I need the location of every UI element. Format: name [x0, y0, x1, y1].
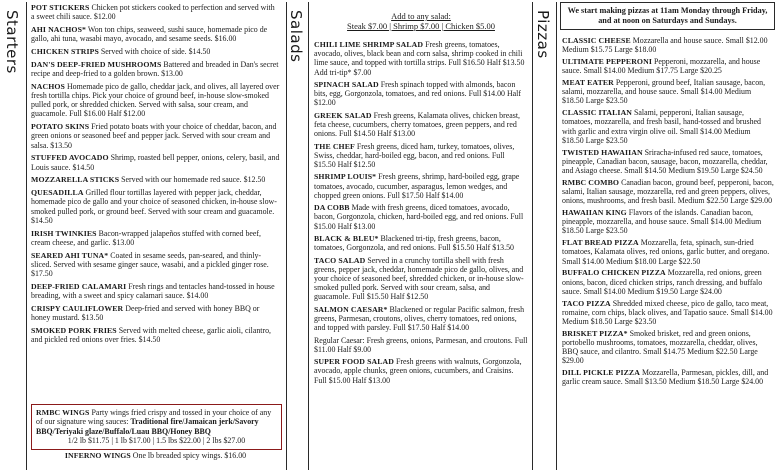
starters-item-desc: Bacon-wrapped jalapeños stuffed with corned beef, cream cheese, and garlic. — [31, 228, 262, 247]
salads-item — [314, 336, 528, 354]
salads-item-desc: Served in a crunchy tortilla shell with fresh greens, pepper jack, cheddar, homemade pico de gallo, olives, and your choice of seasoned beef, shredded chicken, or in-house slow-smoked pulled pork. Served with sour cream, salsa, and guacamole. — [314, 255, 524, 302]
starters-item-price: $17.50 — [31, 269, 53, 279]
starters-list — [31, 3, 280, 344]
starters-item-name: STUFFED AVOCADO — [31, 153, 109, 163]
salads-item-price: Full $17.50 Half $14.00 — [387, 190, 464, 200]
pizzas-item-price: Small $14.00 Medium $17.75 Large $20.25 — [583, 66, 722, 76]
salads-item-price: Full $11.00 Half $9.00 — [314, 335, 528, 354]
pizzas-list — [562, 36, 774, 387]
starters-item-desc: Shrimp, roasted bell pepper, onions, celery, basil, and Louis sauce. — [31, 153, 280, 172]
starters-item — [31, 175, 280, 184]
inferno-name: INFERNO WINGS — [64, 451, 131, 460]
salads-list — [314, 40, 528, 385]
starters-item — [31, 229, 280, 247]
salad-addon — [312, 11, 530, 31]
starters-item-name: IRISH TWINKIES — [31, 228, 97, 238]
starters-item-price: $14.00 — [186, 291, 209, 301]
wings-text — [36, 408, 277, 436]
starters-item-price: $12.00 — [93, 12, 116, 22]
starters-item-desc: Served with our homemade red sauce. — [121, 175, 242, 185]
pizzas-item-name: CLASSIC ITALIAN — [562, 108, 633, 118]
salads-item-name: TACO SALAD — [314, 255, 366, 265]
pizzas-item-desc: Pepperoni, ground beef, Italian sausage, bacon, salami, mozzarella, and house sauce. — [562, 78, 766, 97]
starters-item — [31, 60, 280, 78]
starters-column — [31, 3, 280, 472]
divider-salads-right — [308, 2, 309, 470]
starters-item-desc: Fried potato boats with your choice of cheddar, bacon, and green onions or seasoned beef and pepper jack. Served with sour cream and salsa. — [31, 122, 277, 150]
pizzas-item-price: Small $13.50 Medium $18.50 Large $24.00 — [624, 377, 764, 387]
pizzas-item-price: Small $14.50 Medium $19.50 Large $24.50 — [624, 166, 763, 176]
pizzas-item-name: BRISKET PIZZA* — [562, 328, 628, 338]
starters-item-desc: Served with melted cheese, garlic aioli, cilantro, and pickled red onions over fries. — [31, 325, 272, 345]
starters-item — [31, 82, 280, 119]
starters-item-price: $13.50 — [50, 140, 72, 150]
starters-item — [31, 326, 280, 344]
pizzas-item — [562, 57, 774, 75]
starters-item-price: $13.50 — [81, 313, 104, 323]
salads-item-desc: Regular Caesar: Fresh greens, onions, Parmesan, and croutons. — [314, 335, 513, 345]
starters-item-name: DAN'S DEEP-FRIED MUSHROOMS — [31, 59, 162, 69]
pizzas-item-desc: Sriracha-infused red sauce, tomatoes, pineapple, Canadian bacon, sausage, bacon, mozzarella, cheddar, and Asiago cheese. — [562, 147, 768, 176]
salads-item-name: SHRIMP LOUIS* — [314, 172, 377, 182]
divider-pizzas-right — [556, 2, 557, 470]
pizzas-item-name: MEAT EATER — [562, 78, 614, 87]
salads-item-desc: Fresh spinach topped with almonds, bacon bits, egg, Gorgonzola, tomatoes, and red onions. — [314, 80, 516, 99]
divider-salads — [286, 2, 287, 470]
salads-item — [314, 203, 528, 231]
salads-item-desc: Fresh greens, shrimp, hard-boiled egg, grape tomatoes, avocado, cucumber, asparagus, lemon wedges, and chopped green onions. — [314, 172, 520, 200]
salads-title: Salads — [287, 10, 305, 63]
salads-item-price: Full $17.50 Half $14.00 — [393, 323, 470, 333]
starters-item-name: CHICKEN STRIPS — [31, 47, 99, 56]
starters-item-name: AHI NACHOS* — [31, 25, 87, 34]
starters-item-desc: Fresh rings and tentacles hand-tossed in house breading, with a sweet and spicy calamari sauce. — [31, 281, 275, 301]
salads-item — [314, 80, 528, 108]
pizzas-item-price: Small $12.00 Medium $15.75 Large $18.00 — [562, 36, 768, 55]
pizzas-column — [562, 36, 774, 472]
pizzas-item — [562, 208, 774, 236]
salads-item-desc: Fresh greens, Kalamata olives, chicken breast, feta cheese, cucumbers, cherry tomatoes, green peppers, and red onions. — [314, 110, 520, 139]
starters-item-desc: Battered and breaded in Dan's secret recipe and deep-fried to a golden brown. — [31, 59, 279, 78]
pizzas-item — [562, 108, 774, 145]
starters-item-name: SEARED AHI TUNA* — [31, 250, 109, 260]
salads-item-name: SALMON CAESAR* — [314, 304, 388, 314]
pizzas-item-price: Small $14.00 Medium $18.00 Large $22.50 — [562, 256, 701, 266]
starters-item-name: DEEP-FRIED CALAMARI — [31, 281, 127, 291]
salads-item-price: Full $15.00 Half $13.00 — [314, 375, 391, 385]
pizzas-item-desc: Shredded mixed cheese, pico de gallo, taco meat, romaine, corn chips, black olives, and Tapatio sauce. — [562, 298, 769, 317]
salads-item — [314, 111, 528, 139]
pizzas-item-price: Small $14.00 Medium $18.50 Large $23.50 — [562, 307, 773, 327]
salads-item — [314, 357, 528, 385]
pizzas-item — [562, 329, 774, 366]
salad-addon-prices: Steak $7.00 | Shrimp $7.00 | Chicken $5.00 — [347, 21, 495, 31]
pizzas-item — [562, 299, 774, 327]
pizzas-item-desc: Canadian bacon, ground beef, pepperoni, bacon, salami, Italian sausage, mozzarella, red and green peppers, olives, onions, mushrooms, and fresh basil. — [562, 177, 774, 206]
pizzas-item-desc: Mozzarella, Parmesan, pickles, dill, and garlic cream sauce. — [562, 368, 769, 387]
starters-item-name: QUESADILLA — [31, 188, 84, 198]
starters-item — [31, 122, 280, 150]
wings-sauces: Traditional fire/Jamaican jerk/Savory BBQ/Teriyaki glaze/Buffalo/Luau BBQ/Honey BBQ — [36, 417, 259, 436]
pizzas-item — [562, 368, 774, 386]
starters-item-name: CRISPY CAULIFLOWER — [31, 303, 124, 313]
pizzas-title: Pizzas — [534, 10, 552, 59]
starters-item — [31, 304, 280, 322]
starters-item — [31, 188, 280, 225]
pizzas-item-price: Small $14.00 Medium $18.50 Large $23.50 — [562, 217, 762, 236]
salads-item-price: Full $14.50 Half $13.00 — [339, 129, 416, 139]
starters-item — [31, 25, 280, 43]
salads-item-desc: Fresh greens with walnuts, Gorgonzola, avocado, apple chunks, green onions, cucumbers, and Craisins. — [314, 357, 522, 376]
salads-item-price: Full $15.50 Half $13.50 — [437, 243, 514, 253]
pizzas-item-name: TWISTED HAWAIIAN — [562, 147, 643, 157]
starters-item-price: $13.00 — [161, 69, 183, 78]
pizzas-item-name: CLASSIC CHEESE — [562, 36, 631, 45]
starters-item-price: $13.00 — [112, 237, 135, 247]
pizza-notice-box — [560, 2, 775, 30]
starters-item-price: $16.00 — [214, 34, 237, 44]
starters-item-name: NACHOS — [31, 81, 65, 91]
salads-item-name: THE CHEF — [314, 141, 355, 151]
pizzas-item-price: Small $14.00 Medium $18.50 Large $23.50 — [562, 126, 751, 145]
starters-item-desc: Won ton chips, seaweed, sushi sauce, homemade pico de gallo, ahi tuna, wasabi mayo, avocado, and sesame seeds. — [31, 25, 268, 44]
pizzas-item-name: BUFFALO CHICKEN PIZZA — [562, 268, 666, 278]
starters-item-desc: Grilled flour tortillas layered with pepper jack, cheddar, homemade pico de gallo and your choice of seasoned chicken, in-house slow-smoked pulled pork, or ground beef. Served with sour cream and guacamole. — [31, 188, 277, 216]
starters-item-name: POTATO SKINS — [31, 122, 90, 132]
starters-item-desc: Coated in sesame seeds, pan-seared, and thinly-sliced. Served with sesame ginger sauce, wasabi, and a pickled ginger rose. — [31, 250, 269, 269]
salads-item — [314, 172, 528, 200]
starters-item-price: $12.50 — [243, 175, 266, 185]
inferno-price: $16.00 — [224, 451, 247, 460]
pizzas-item-desc: Pepperoni, mozzarella, and house sauce. — [562, 57, 761, 76]
wings-name: RMBC WINGS — [36, 408, 90, 417]
pizzas-item-desc: Salami, pepperoni, Italian sausage, tomatoes, mozzarella, and fresh basil, hand-tossed and brushed with garlic and extra virgin olive oil. — [562, 108, 761, 136]
pizzas-item-desc: Flavors of the islands. Canadian bacon, pineapple, mozzarella, and house sauce. — [562, 208, 754, 227]
pizzas-item — [562, 148, 774, 176]
salads-item — [314, 40, 528, 77]
salads-item — [314, 234, 528, 252]
pizzas-item-name: FLAT BREAD PIZZA — [562, 238, 639, 248]
starters-item-price: Full $16.00 Half $12.00 — [69, 109, 146, 119]
salads-item-desc: Fresh greens, tomatoes, avocado, olives, black bean and corn salsa, shrimp cooked in chili lime sauce, and topped with tortilla strips. — [314, 40, 523, 68]
pizzas-item-name: DILL PICKLE PIZZA — [562, 368, 640, 378]
starters-item-desc: Served with choice of side. — [100, 47, 187, 56]
starters-item-price: $14.50 — [188, 47, 211, 56]
salads-item-desc: Made with fresh greens, diced tomatoes, avocado, bacon, Gorgonzola, chicken, hard-boiled egg, and red onions. — [314, 203, 510, 222]
salads-item-name: GREEK SALAD — [314, 110, 372, 120]
pizzas-item-name: TACO PIZZA — [562, 298, 611, 308]
starters-item-name: POT STICKERS — [31, 3, 90, 12]
salads-item-desc: Blackened or regular Pacific salmon, fresh greens, Parmesan, croutons, olives, cherry tomatoes, red onions, and topped with parsley. — [314, 304, 525, 333]
pizzas-item-desc: Mozzarella and house sauce. — [632, 36, 724, 45]
starters-title: Starters — [3, 10, 21, 74]
salads-item-price: Full $16.50 Half $13.50 Add tri-tip* $7.00 — [314, 58, 525, 77]
salads-item-price: Full $15.50 Half $12.50 — [352, 292, 429, 302]
starters-item — [31, 282, 280, 300]
starters-item-name: MOZZARELLA STICKS — [31, 175, 120, 185]
salads-item-name: DA COBB — [314, 203, 350, 213]
divider-left — [26, 2, 27, 470]
pizzas-item-desc: Smoked brisket, red and green onions, portobello mushrooms, tomatoes, mozzarella, cheddar, olives, BBQ sauce, and cilantro. — [562, 328, 758, 357]
starters-item-desc: Chicken pot stickers cooked to perfection and served with a sweet chili sauce. — [31, 3, 275, 22]
pizzas-item-name: ULTIMATE PEPPERONI — [562, 57, 652, 66]
salads-column — [314, 40, 528, 472]
starters-item — [31, 3, 280, 21]
starters-item-price: $14.50 — [31, 215, 53, 225]
starters-item — [31, 47, 280, 56]
pizzas-item-price: Small $14.00 Medium $19.50 Large $24.00 — [583, 286, 722, 296]
starters-item-price: $14.50 — [138, 335, 161, 345]
salads-item-desc: Blackened tri-tip, fresh greens, bacon, tomatoes, Gorgonzola, and red onions. — [314, 233, 501, 253]
pizzas-item-name: HAWAIIAN KING — [562, 208, 627, 218]
salads-item-name: CHILI LIME SHRIMP SALAD — [314, 40, 424, 49]
salads-item-price: Full $14.00 Half $12.00 — [314, 89, 521, 108]
salads-item-desc: Fresh greens, diced ham, turkey, tomatoes, olives, Swiss, cheddar, hard-boiled egg, bacon, and red onions. — [314, 141, 515, 160]
salads-item — [314, 256, 528, 302]
inferno-desc: One lb breaded spicy wings. — [132, 451, 223, 460]
pizzas-item-name: RMBC COMBO — [562, 177, 620, 187]
pizzas-item-price: Small $14.75 Medium $22.50 Large $29.00 — [562, 347, 758, 366]
salads-item-name: SUPER FOOD SALAD — [314, 357, 395, 367]
starters-item — [31, 153, 280, 171]
pizzas-item — [562, 268, 774, 296]
starters-item-desc: Deep-fried and served with honey BBQ or honey mustard. — [31, 303, 260, 323]
wings-prices: 1/2 lb $11.75 | 1 lb $17.00 | 1.5 lbs $22.00 | 2 lbs $27.00 — [67, 436, 246, 446]
pizza-notice: We start making pizzas at 11am Monday through Friday, and at noon on Saturdays and Sundays. — [567, 6, 768, 25]
wings-box — [31, 404, 282, 450]
pizzas-item — [562, 238, 774, 266]
pizzas-item — [562, 36, 774, 54]
salads-item — [314, 305, 528, 333]
starters-item — [31, 251, 280, 279]
starters-item-price: $14.50 — [72, 162, 95, 172]
pizzas-item-desc: Mozzarella, feta, spinach, sun-dried tomatoes, Kalamata olives, red onions, garlic butter, and oregano. — [562, 238, 770, 257]
starters-item-desc: Homemade pico de gallo, cheddar jack, and olives, all layered over fresh tortilla chips. Pick your choice of ground beef, in-house slow-smoked pulled pork, or shredded chicken. Served with salsa, sour cream, and guacamole. — [31, 81, 280, 119]
salads-item-price: Full $15.50 Half $12.50 — [314, 150, 505, 169]
inferno-wings — [31, 451, 280, 460]
wings-desc: Party wings fried crispy and tossed in your choice of any of our signature wing sauces: — [36, 408, 272, 427]
salad-addon-title: Add to any salad: — [391, 11, 451, 21]
pizzas-item-price: Medium $22.50 Large $29.00 — [677, 196, 773, 206]
divider-pizzas — [532, 2, 533, 470]
salads-item-name: SPINACH SALAD — [314, 80, 379, 89]
salads-item-name: BLACK & BLEU* — [314, 233, 379, 243]
salads-item-price: Full $15.00 Half $13.00 — [314, 212, 524, 231]
starters-item-name: SMOKED PORK FRIES — [31, 325, 117, 335]
pizzas-item — [562, 178, 774, 206]
salads-item — [314, 142, 528, 170]
pizzas-item-price: Small $14.00 Medium $18.50 Large $23.50 — [562, 87, 752, 106]
pizzas-item — [562, 78, 774, 106]
pizzas-item-desc: Mozzarella, red onions, green onions, bacon, diced chicken strips, ranch dressing, and buffalo sauce. — [562, 268, 763, 296]
